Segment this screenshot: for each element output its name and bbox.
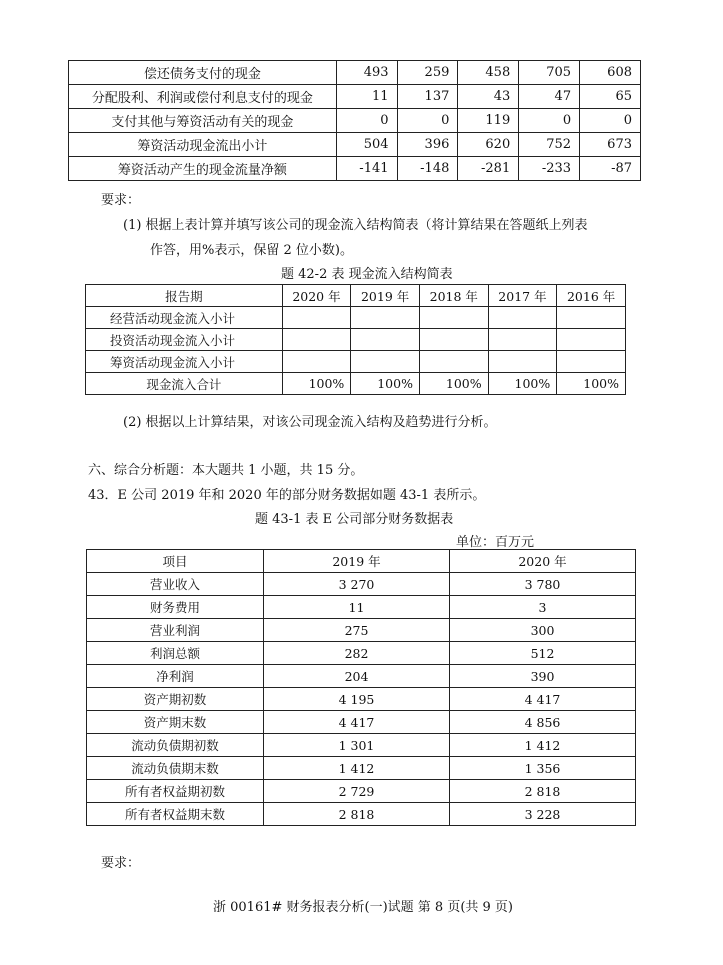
cell-value: -281 bbox=[458, 157, 519, 181]
column-header: 报告期 bbox=[86, 285, 283, 307]
cell-value: 1 301 bbox=[264, 734, 450, 757]
column-header: 2016 年 bbox=[557, 285, 626, 307]
requirements-label: 要求： bbox=[101, 856, 141, 871]
cell-value: 204 bbox=[264, 665, 450, 688]
table-total-row bbox=[86, 373, 626, 395]
cell-value: 493 bbox=[336, 61, 397, 85]
section-heading: 六、综合分析题：本大题共 1 小题，共 15 分。 bbox=[88, 463, 364, 478]
answer-cell bbox=[282, 351, 351, 373]
row-label: 资产期末数 bbox=[87, 711, 264, 734]
table-row bbox=[86, 307, 626, 329]
table-row bbox=[87, 619, 636, 642]
cell-value: 608 bbox=[580, 61, 641, 85]
row-label: 利润总额 bbox=[87, 642, 264, 665]
question-2-text: (2) 根据以上计算结果，对该公司现金流入结构及趋势进行分析。 bbox=[123, 415, 497, 430]
answer-cell bbox=[351, 307, 420, 329]
cell-value: 119 bbox=[458, 109, 519, 133]
column-header: 2018 年 bbox=[419, 285, 488, 307]
answer-cell bbox=[351, 329, 420, 351]
cell-value: 300 bbox=[450, 619, 636, 642]
table-row bbox=[87, 688, 636, 711]
column-header: 项目 bbox=[87, 550, 264, 573]
cell-value: 504 bbox=[336, 133, 397, 157]
row-label: 筹资活动产生的现金流量净额 bbox=[69, 157, 337, 181]
table-row bbox=[87, 642, 636, 665]
cell-value: 2 729 bbox=[264, 780, 450, 803]
answer-cell bbox=[419, 351, 488, 373]
financial-data-table bbox=[86, 549, 636, 826]
cell-value: 752 bbox=[519, 133, 580, 157]
cell-value: 458 bbox=[458, 61, 519, 85]
table-row bbox=[69, 109, 641, 133]
cell-value: 0 bbox=[580, 109, 641, 133]
table-row bbox=[69, 85, 641, 109]
cell-value: 3 bbox=[450, 596, 636, 619]
cell-value: 705 bbox=[519, 61, 580, 85]
cell-value: 137 bbox=[397, 85, 458, 109]
cell-value: -233 bbox=[519, 157, 580, 181]
row-label: 资产期初数 bbox=[87, 688, 264, 711]
requirements-label: 要求： bbox=[101, 193, 141, 208]
cash-flow-table bbox=[68, 60, 641, 181]
cell-value: 100% bbox=[419, 373, 488, 395]
table-header-row bbox=[86, 285, 626, 307]
row-label: 净利润 bbox=[87, 665, 264, 688]
page-footer: 浙 00161# 财务报表分析(一)试题 第 8 页(共 9 页) bbox=[213, 900, 514, 915]
answer-cell bbox=[419, 307, 488, 329]
row-label: 偿还债务支付的现金 bbox=[69, 61, 337, 85]
answer-cell bbox=[488, 307, 557, 329]
answer-cell bbox=[351, 351, 420, 373]
table-header-row bbox=[87, 550, 636, 573]
row-label: 分配股利、利润或偿付利息支付的现金 bbox=[69, 85, 337, 109]
column-header: 2019 年 bbox=[351, 285, 420, 307]
cell-value: 3 228 bbox=[450, 803, 636, 826]
table-row bbox=[87, 757, 636, 780]
column-header: 2019 年 bbox=[264, 550, 450, 573]
column-header: 2020 年 bbox=[282, 285, 351, 307]
answer-cell bbox=[557, 351, 626, 373]
cell-value: 3 780 bbox=[450, 573, 636, 596]
cell-value: 2 818 bbox=[264, 803, 450, 826]
table-row bbox=[86, 351, 626, 373]
table-row bbox=[69, 133, 641, 157]
cell-value: 100% bbox=[557, 373, 626, 395]
column-header: 2020 年 bbox=[450, 550, 636, 573]
cell-value: 390 bbox=[450, 665, 636, 688]
table-caption: 题 43-1 表 E 公司部分财务数据表 bbox=[255, 512, 454, 527]
column-header: 2017 年 bbox=[488, 285, 557, 307]
table-row bbox=[87, 665, 636, 688]
cell-value: 2 818 bbox=[450, 780, 636, 803]
cell-value: 620 bbox=[458, 133, 519, 157]
table-row bbox=[87, 573, 636, 596]
table-row bbox=[69, 157, 641, 181]
cell-value: 100% bbox=[351, 373, 420, 395]
answer-cell bbox=[282, 329, 351, 351]
row-label: 现金流入合计 bbox=[86, 373, 283, 395]
cell-value: 100% bbox=[488, 373, 557, 395]
row-label: 所有者权益期初数 bbox=[87, 780, 264, 803]
row-label: 流动负债期末数 bbox=[87, 757, 264, 780]
cell-value: 100% bbox=[282, 373, 351, 395]
cell-value: 1 356 bbox=[450, 757, 636, 780]
cell-value: 4 417 bbox=[450, 688, 636, 711]
answer-cell bbox=[557, 329, 626, 351]
row-label: 营业利润 bbox=[87, 619, 264, 642]
cell-value: 0 bbox=[397, 109, 458, 133]
cell-value: 0 bbox=[336, 109, 397, 133]
table-row bbox=[86, 329, 626, 351]
answer-cell bbox=[419, 329, 488, 351]
table-row bbox=[87, 596, 636, 619]
cell-value: 3 270 bbox=[264, 573, 450, 596]
answer-cell bbox=[488, 329, 557, 351]
cell-value: 1 412 bbox=[450, 734, 636, 757]
cell-value: 43 bbox=[458, 85, 519, 109]
cell-value: 1 412 bbox=[264, 757, 450, 780]
cell-value: 65 bbox=[580, 85, 641, 109]
cell-value: 259 bbox=[397, 61, 458, 85]
row-label: 经营活动现金流入小计 bbox=[86, 307, 283, 329]
question-1-text: (1) 根据上表计算并填写该公司的现金流入结构简表（将计算结果在答题纸上列表 bbox=[123, 218, 588, 233]
cell-value: -148 bbox=[397, 157, 458, 181]
row-label: 筹资活动现金流出小计 bbox=[69, 133, 337, 157]
table-caption: 题 42-2 表 现金流入结构简表 bbox=[281, 267, 453, 282]
cell-value: 673 bbox=[580, 133, 641, 157]
cell-value: 47 bbox=[519, 85, 580, 109]
cell-value: 275 bbox=[264, 619, 450, 642]
row-label: 流动负债期初数 bbox=[87, 734, 264, 757]
cell-value: 396 bbox=[397, 133, 458, 157]
answer-cell bbox=[282, 307, 351, 329]
cell-value: -87 bbox=[580, 157, 641, 181]
row-label: 营业收入 bbox=[87, 573, 264, 596]
question-43-text: 43．E 公司 2019 年和 2020 年的部分财务数据如题 43-1 表所示。 bbox=[88, 488, 486, 503]
answer-cell bbox=[488, 351, 557, 373]
cell-value: 4 856 bbox=[450, 711, 636, 734]
row-label: 所有者权益期末数 bbox=[87, 803, 264, 826]
table-row bbox=[69, 61, 641, 85]
answer-cell bbox=[557, 307, 626, 329]
cell-value: -141 bbox=[336, 157, 397, 181]
cell-value: 4 417 bbox=[264, 711, 450, 734]
question-1-text-continued: 作答，用%表示，保留 2 位小数)。 bbox=[150, 243, 353, 258]
table-row bbox=[87, 803, 636, 826]
table-row bbox=[87, 711, 636, 734]
cell-value: 11 bbox=[336, 85, 397, 109]
row-label: 投资活动现金流入小计 bbox=[86, 329, 283, 351]
cell-value: 512 bbox=[450, 642, 636, 665]
table-row bbox=[87, 734, 636, 757]
cell-value: 4 195 bbox=[264, 688, 450, 711]
row-label: 支付其他与筹资活动有关的现金 bbox=[69, 109, 337, 133]
table-row bbox=[87, 780, 636, 803]
cell-value: 11 bbox=[264, 596, 450, 619]
unit-label: 单位：百万元 bbox=[456, 535, 535, 550]
cell-value: 282 bbox=[264, 642, 450, 665]
row-label: 财务费用 bbox=[87, 596, 264, 619]
cell-value: 0 bbox=[519, 109, 580, 133]
cash-inflow-structure-table bbox=[85, 284, 626, 395]
row-label: 筹资活动现金流入小计 bbox=[86, 351, 283, 373]
